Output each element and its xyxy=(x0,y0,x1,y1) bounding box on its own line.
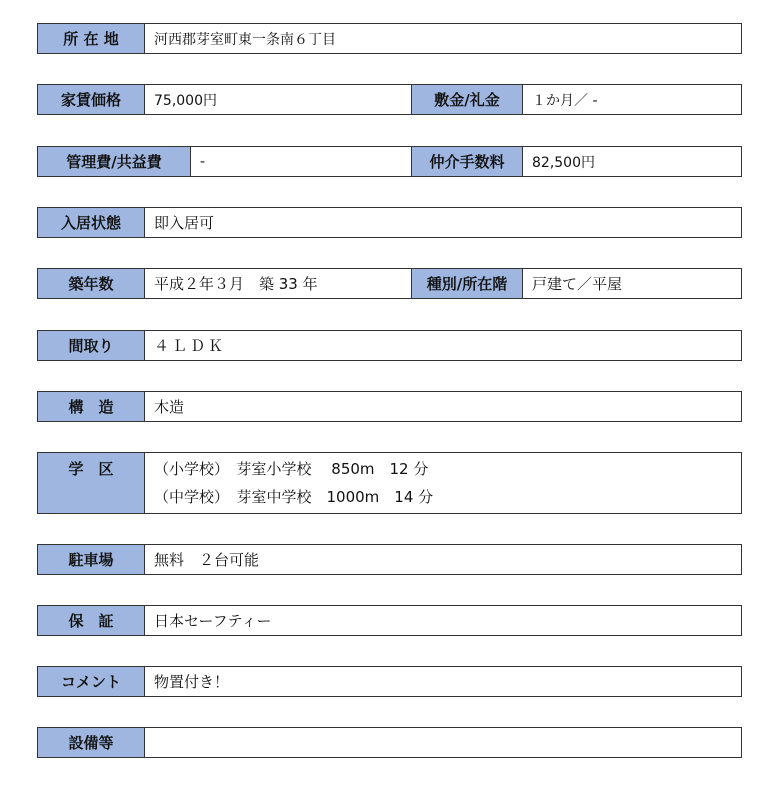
value-brokerage-fee: 82,500円 xyxy=(532,154,595,171)
label-comment: コメント xyxy=(38,667,145,696)
value-comment: 物置付き！ xyxy=(154,673,230,691)
row-guarantee xyxy=(37,605,742,636)
label-rent: 家賃価格 xyxy=(38,85,145,114)
school-line-junior-high: （中学校） 芽室中学校 1000m 14 分 xyxy=(154,488,434,506)
label-brokerage-fee: 仲介手数料 xyxy=(411,147,523,176)
row-structure xyxy=(37,391,742,422)
value-location: 河西郡芽室町東一条南６丁目 xyxy=(154,31,336,48)
row-parking xyxy=(37,544,742,575)
value-management-fee: - xyxy=(200,153,206,170)
row-location xyxy=(37,23,742,54)
label-building-age: 築年数 xyxy=(38,269,145,298)
value-school-district xyxy=(145,453,741,513)
row-equipment xyxy=(37,727,742,758)
label-school-district: 学 区 xyxy=(38,453,145,513)
row-floor-plan xyxy=(37,330,742,361)
label-structure: 構 造 xyxy=(38,392,145,421)
row-school-district xyxy=(37,452,742,514)
value-parking: 無料 ２台可能 xyxy=(154,551,260,569)
row-fees xyxy=(37,146,742,177)
value-equipment xyxy=(145,728,741,757)
label-deposit: 敷金/礼金 xyxy=(411,85,523,114)
value-occupancy: 即入居可 xyxy=(154,214,215,232)
label-occupancy: 入居状態 xyxy=(38,208,145,237)
value-type-floor: 戸建て／平屋 xyxy=(532,275,623,293)
label-location: 所 在 地 xyxy=(38,24,145,53)
row-rent-deposit xyxy=(37,84,742,115)
row-occupancy xyxy=(37,207,742,238)
value-guarantee: 日本セーフティー xyxy=(154,612,272,630)
label-equipment: 設備等 xyxy=(38,728,145,757)
value-deposit: １か月／ - xyxy=(532,92,598,109)
value-building-age: 平成２年３月 築 33 年 xyxy=(154,275,318,293)
value-structure: 木造 xyxy=(154,398,185,416)
label-parking: 駐車場 xyxy=(38,545,145,574)
school-line-elementary: （小学校） 芽室小学校 850m 12 分 xyxy=(154,460,429,478)
label-type-floor: 種別/所在階 xyxy=(411,269,523,298)
label-management-fee: 管理費/共益費 xyxy=(38,147,191,176)
value-floor-plan: ４ＬＤＫ xyxy=(154,337,227,355)
value-rent: 75,000円 xyxy=(154,92,217,109)
row-age-type xyxy=(37,268,742,299)
label-guarantee: 保 証 xyxy=(38,606,145,635)
row-comment xyxy=(37,666,742,697)
label-floor-plan: 間取り xyxy=(38,331,145,360)
